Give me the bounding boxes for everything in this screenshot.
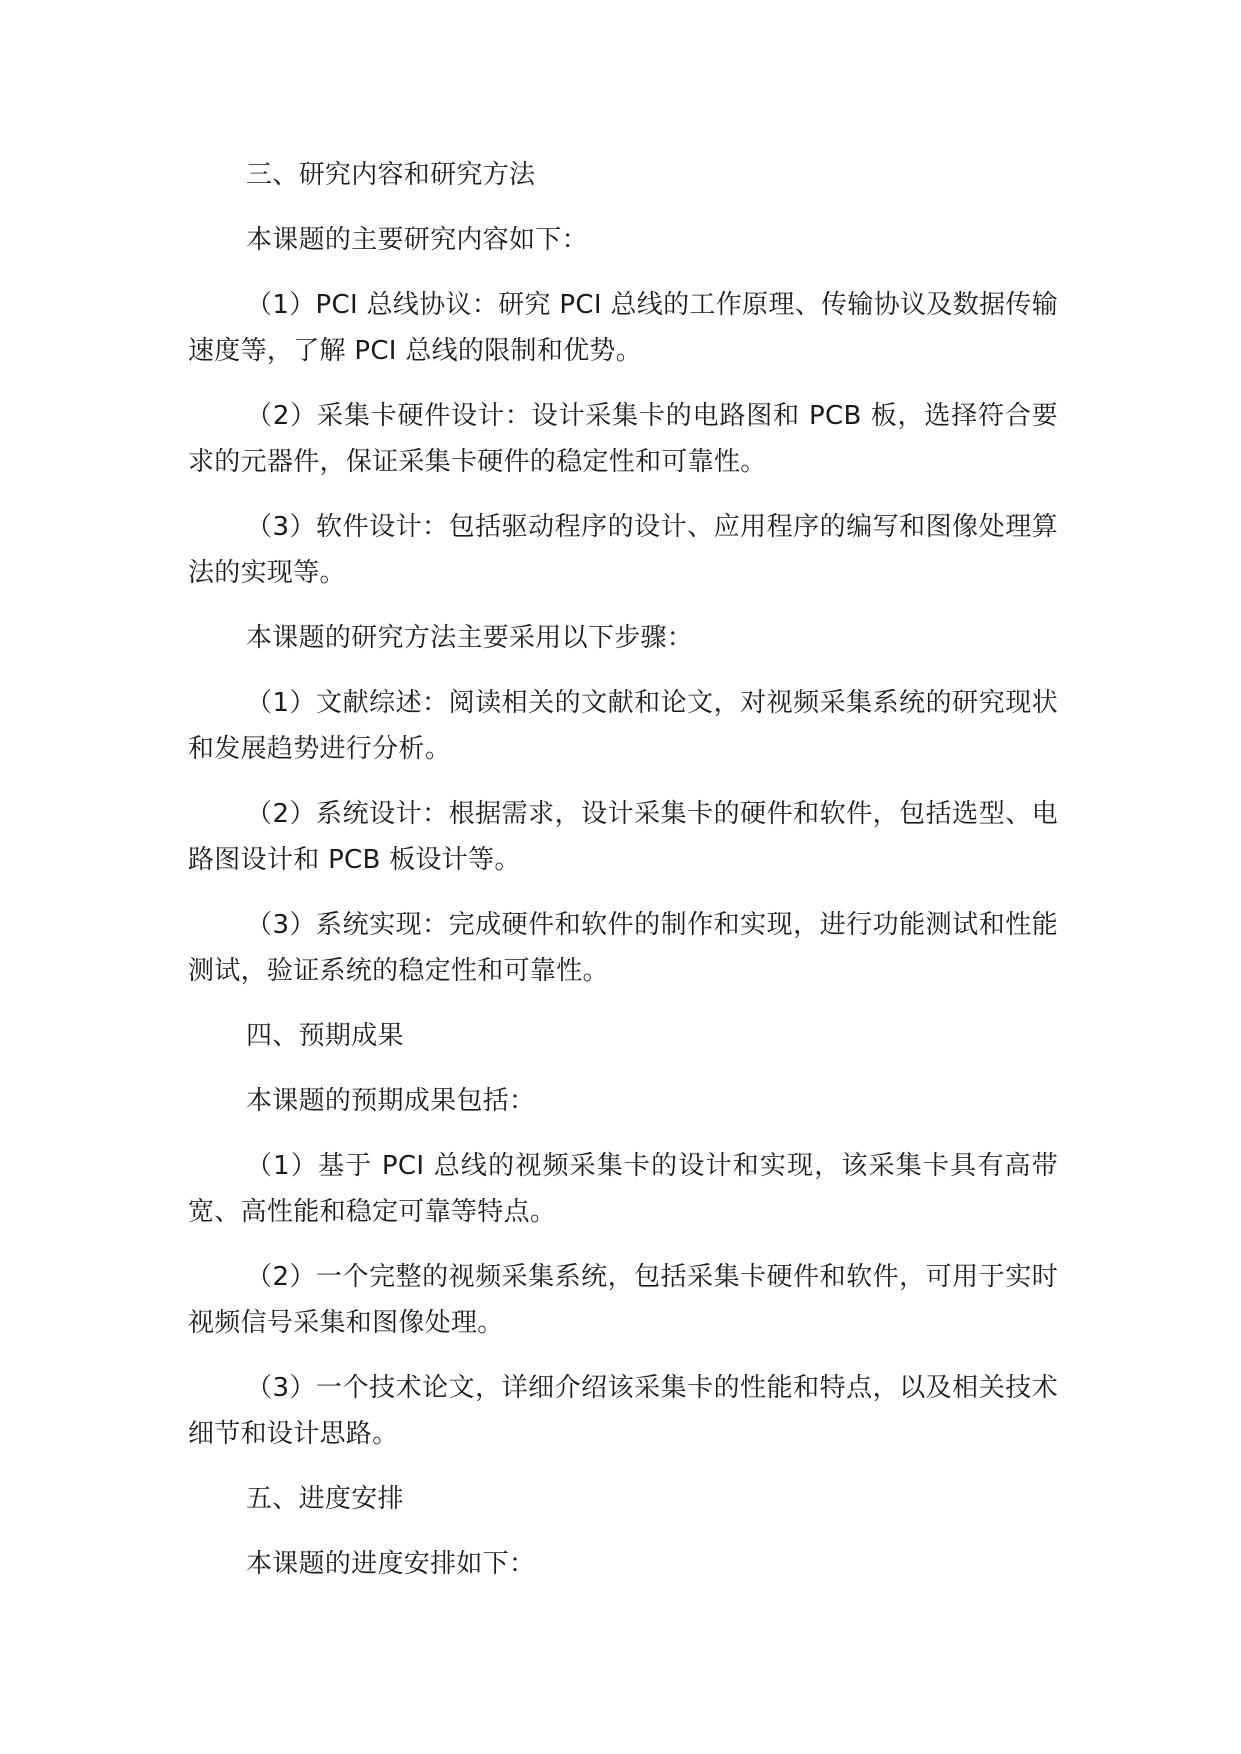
research-method-item-2: （2）系统设计：根据需求，设计采集卡的硬件和软件，包括选型、电路图设计和 PCB 板设计等。 (188, 799, 1058, 875)
results-intro: 本课题的预期成果包括： (246, 1086, 536, 1116)
research-content-intro: 本课题的主要研究内容如下： (246, 225, 588, 255)
research-content-item-2: （2）采集卡硬件设计：设计采集卡的电路图和 PCB 板，选择符合要求的元器件，保证采集卡硬件的稳定性和可靠性。 (188, 401, 1058, 477)
section-heading-research: 三、研究内容和研究方法 (246, 160, 536, 190)
section-heading-schedule: 五、进度安排 (246, 1484, 404, 1514)
document-body (188, 152, 1058, 1606)
research-method-intro: 本课题的研究方法主要采用以下步骤： (246, 623, 694, 653)
results-item-1: （1）基于 PCI 总线的视频采集卡的设计和实现，该采集卡具有高带宽、高性能和稳定可靠等特点。 (188, 1151, 1058, 1227)
research-content-item-3: （3）软件设计：包括驱动程序的设计、应用程序的编写和图像处理算法的实现等。 (188, 512, 1058, 588)
results-item-2: （2）一个完整的视频采集系统，包括采集卡硬件和软件，可用于实时视频信号采集和图像处理。 (188, 1262, 1058, 1338)
research-method-item-1: （1）文献综述：阅读相关的文献和论文，对视频采集系统的研究现状和发展趋势进行分析。 (188, 688, 1058, 764)
section-heading-results: 四、预期成果 (246, 1021, 404, 1051)
results-item-3: （3）一个技术论文，详细介绍该采集卡的性能和特点，以及相关技术细节和设计思路。 (188, 1373, 1058, 1449)
schedule-intro: 本课题的进度安排如下： (246, 1549, 536, 1579)
research-method-item-3: （3）系统实现：完成硬件和软件的制作和实现，进行功能测试和性能测试，验证系统的稳定性和可靠性。 (188, 910, 1058, 986)
research-content-item-1: （1）PCI 总线协议：研究 PCI 总线的工作原理、传输协议及数据传输速度等，了解 PCI 总线的限制和优势。 (188, 290, 1058, 366)
